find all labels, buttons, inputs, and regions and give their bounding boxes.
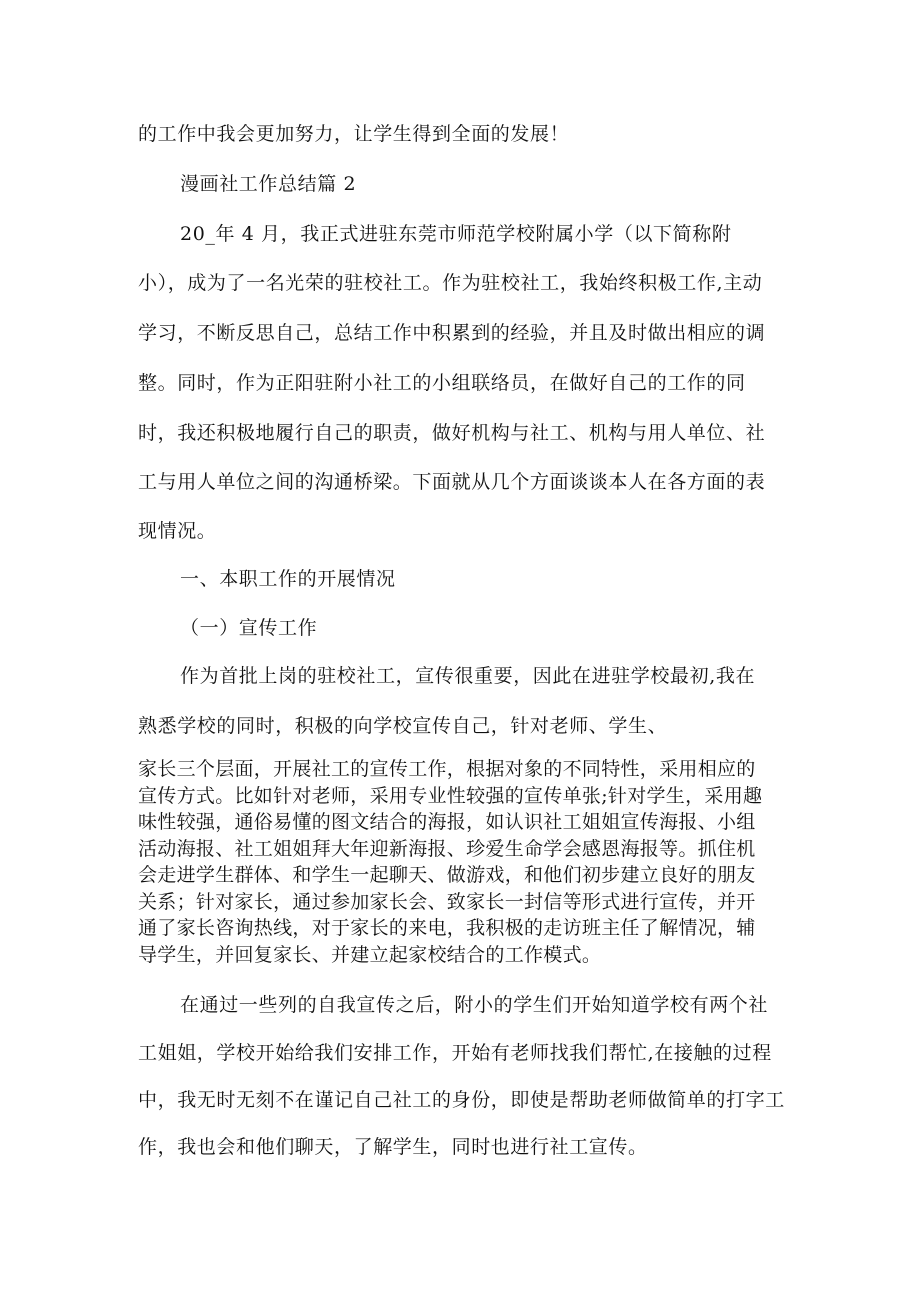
- para2-line: 作为首批上岗的驻校社工，宣传很重要，因此在进驻学校最初,我在: [180, 665, 756, 687]
- para3-line: 家长三个层面，开展社工的宣传工作，根据对象的不同特性，采用相应的: [138, 758, 756, 780]
- para3-line: 宣传方式。比如针对老师，采用专业性较强的宣传单张;针对学生，采用趣: [138, 784, 763, 807]
- para1-line: 小），成为了一名光荣的驻校社工。作为驻校社工，我始终积极工作,主动: [138, 272, 763, 294]
- para3-line: 活动海报、社工姐姐拜大年迎新海报、珍爱生命学会感恩海报等。抓住机: [138, 837, 756, 860]
- para2-line: 熟悉学校的同时，积极的向学校宣传自己，针对老师、学生、: [138, 715, 668, 737]
- document-title: 漫画社工作总结篇 2: [180, 173, 357, 195]
- para1-line: 整。同时，作为正阳驻附小社工的小组联络员，在做好自己的工作的同: [138, 372, 746, 394]
- para4-line: 作，我也会和他们聊天，了解学生，同时也进行社工宣传。: [138, 1136, 648, 1158]
- para4-line: 中，我无时无刻不在谨记自己社工的身份，即使是帮助老师做简单的打字工: [138, 1089, 785, 1111]
- para1-line: 学习，不断反思自己，总结工作中积累到的经验，并且及时做出相应的调: [138, 322, 766, 344]
- para1-line: 现情况。: [138, 520, 217, 542]
- intro-tail-line: 的工作中我会更加努力，让学生得到全面的发展！: [138, 123, 570, 145]
- para4-line: 在通过一些列的自我宣传之后，附小的学生们开始知道学校有两个社: [180, 994, 769, 1016]
- para3-line: 关系；针对家长，通过参加家长会、致家长一封信等形式进行宣传，并开: [138, 890, 756, 913]
- para3-line: 导学生，并回复家长、并建立起家校结合的工作模式。: [138, 943, 602, 966]
- para3-line: 味性较强，通俗易懂的图文结合的海报，如认识社工姐姐宣传海报、小组: [138, 811, 756, 833]
- para3-block: [138, 756, 788, 968]
- para3-line: 会走进学生群体、和学生一起聊天、做游戏，和他们初步建立良好的朋友: [138, 864, 756, 886]
- para1-line: 20_年 4 月，我正式进驻东莞市师范学校附属小学（以下简称附: [180, 223, 732, 245]
- para1-line: 时，我还积极地履行自己的职责，做好机构与社工、机构与用人单位、社: [138, 422, 766, 444]
- section-heading: 一、本职工作的开展情况: [180, 568, 396, 590]
- para3-line: 通了家长咨询热线，对于家长的来电，我积极的走访班主任了解情况，辅: [138, 917, 756, 939]
- subsection-heading: （一）宣传工作: [180, 617, 318, 639]
- para4-line: 工姐姐，学校开始给我们安排工作，开始有老师找我们帮忙,在接触的过程: [138, 1042, 772, 1064]
- para1-line: 工与用人单位之间的沟通桥梁。下面就从几个方面谈谈本人在各方面的表: [138, 471, 766, 493]
